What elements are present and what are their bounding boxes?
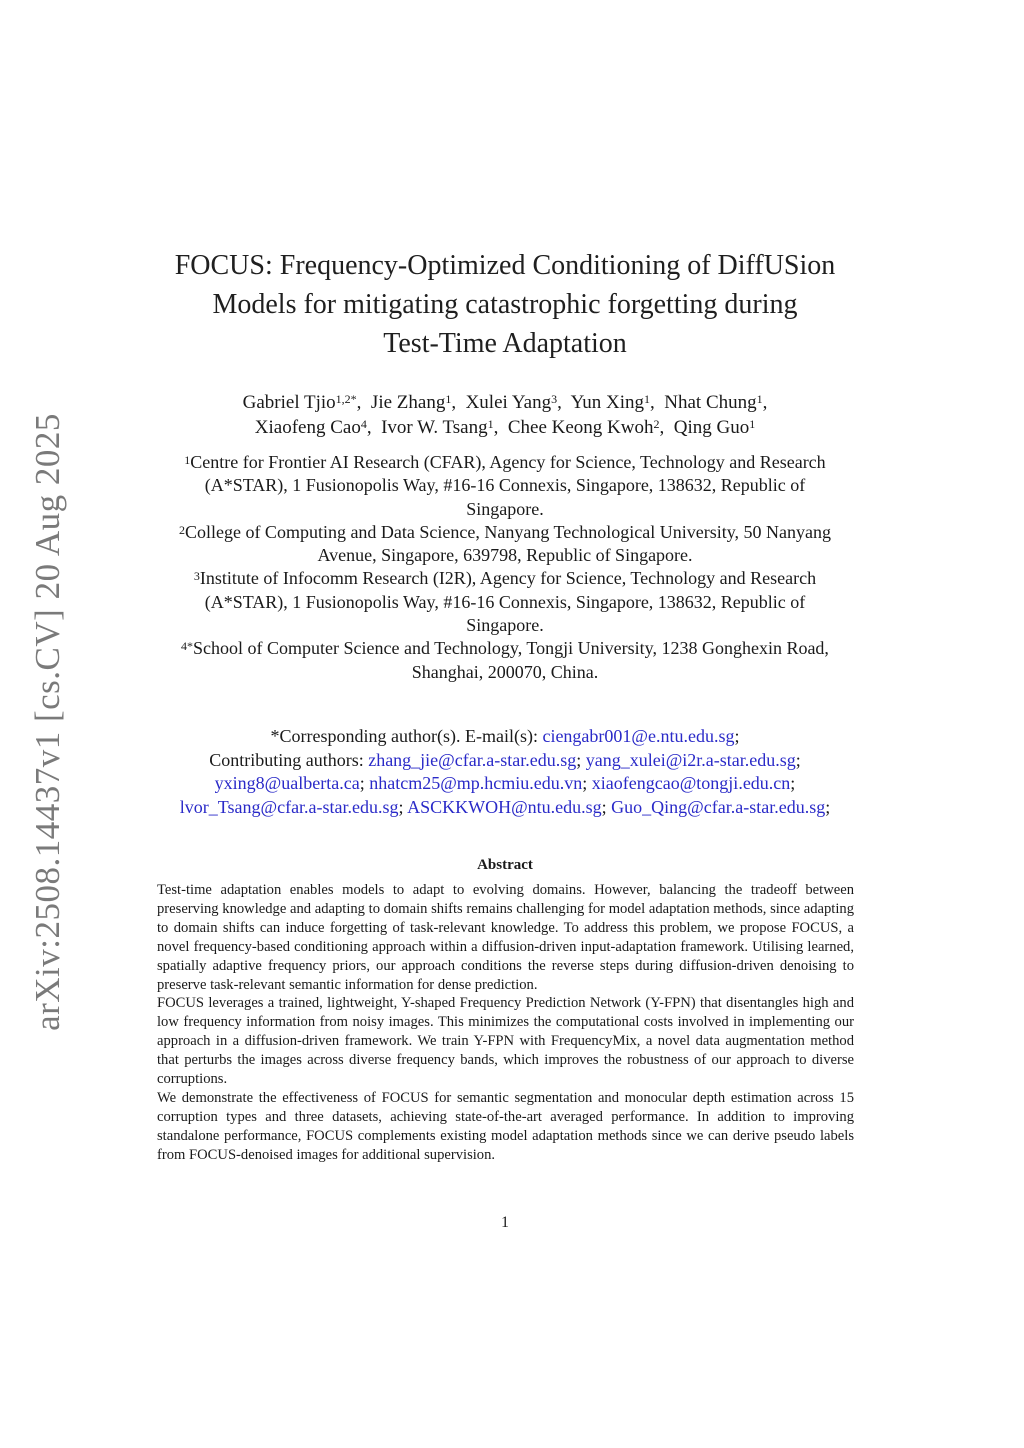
affiliation-line: (A*STAR), 1 Fusionopolis Way, #16-16 Connexis, Singapore, 138632, Republic of xyxy=(204,591,806,612)
correspondence-block xyxy=(130,725,880,819)
author: Jie Zhang$^1$ xyxy=(370,392,452,413)
contributing-authors-line: lvor_Tsang@cfar.a-star.edu.sg; ASCKKWOH@ntu.edu.sg; Guo_Qing@cfar.a-star.edu.sg; xyxy=(179,796,831,817)
author: Ivor W. Tsang$^1$ xyxy=(381,417,494,438)
title-line: Test-Time Adaptation xyxy=(383,328,627,359)
paper-title xyxy=(130,246,880,363)
author-line: Gabriel Tjio$^{1,2*}$, Jie Zhang$^1$, Xulei Yang$^3$, Yun Xing$^1$, Nhat Chung$^1$, xyxy=(242,392,768,413)
email-link[interactable]: yang_xulei@i2r.a-star.edu.sg xyxy=(585,749,796,770)
email-link[interactable]: xiaofengcao@tongji.edu.cn xyxy=(591,773,791,793)
affiliation-line: Singapore. xyxy=(466,498,544,519)
affiliation-line: Shanghai, 200070, China. xyxy=(411,661,599,682)
title-line: Models for mitigating catastrophic forgetting during xyxy=(212,289,798,320)
affiliation-line: $^1$Centre for Frontier AI Research (CFAR), Agency for Science, Technology and Research xyxy=(184,452,826,472)
author: Xiaofeng Cao$^4$ xyxy=(254,417,367,438)
abstract-paragraph: We demonstrate the effectiveness of FOCUS for semantic segmentation and monocular depth estimation across 15 corruption types and three datasets, achieving state-of-the-art averaged performance. In addition to improving standalone performance, FOCUS complements existing model adaptation methods since we can derive pseudo labels from FOCUS-denoised images for additional supervision. xyxy=(157,1089,854,1163)
email-link[interactable]: ASCKKWOH@ntu.edu.sg xyxy=(407,796,602,817)
affiliation-line: Avenue, Singapore, 639798, Republic of Singapore. xyxy=(317,545,693,566)
affiliation-line: (A*STAR), 1 Fusionopolis Way, #16-16 Connexis, Singapore, 138632, Republic of xyxy=(204,475,806,496)
arxiv-identifier-stamp: arXiv:2508.14437v1 [cs.CV] 20 Aug 2025 xyxy=(28,413,67,1031)
author: Gabriel Tjio$^{1,2*}$ xyxy=(242,392,357,413)
corresponding-author-line: *Corresponding author(s). E-mail(s): ciengabr001@e.ntu.edu.sg; xyxy=(270,726,740,746)
affiliation-line: $^3$Institute of Infocomm Research (I2R), Agency for Science, Technology and Research xyxy=(193,568,817,589)
email-link[interactable]: lvor_Tsang@cfar.a-star.edu.sg xyxy=(179,796,399,817)
abstract-body xyxy=(157,881,854,1165)
email-link[interactable]: zhang_jie@cfar.a-star.edu.sg xyxy=(368,749,577,770)
author-list xyxy=(130,390,880,440)
email-link[interactable]: yxing8@ualberta.ca xyxy=(214,773,360,793)
affiliation-line: $^2$College of Computing and Data Science, Nanyang Technological University, 50 Nanyang xyxy=(178,521,832,542)
author: Nhat Chung$^1$ xyxy=(664,392,763,413)
email-link[interactable]: Guo_Qing@cfar.a-star.edu.sg xyxy=(611,796,826,817)
author: Xulei Yang$^3$ xyxy=(465,392,558,413)
page-number: 1 xyxy=(501,1214,509,1231)
abstract-paragraph: FOCUS leverages a trained, lightweight, Y-shaped Frequency Prediction Network (Y-FPN) that disentangles high and low frequency information from noisy images. This minimizes the computational costs involved in implementing our approach in a diffusion-driven framework. We train Y-FPN with FrequencyMix, a novel data augmentation method that perturbs the images across diverse frequency bands, which improves the robustness of our approach to diverse corruptions. xyxy=(157,995,854,1088)
contributing-authors-line: yxing8@ualberta.ca; nhatcm25@mp.hcmiu.edu.vn; xiaofengcao@tongji.edu.cn; xyxy=(214,773,796,793)
contributing-authors-line: Contributing authors: zhang_jie@cfar.a-star.edu.sg; yang_xulei@i2r.a-star.edu.sg; xyxy=(209,749,801,770)
affiliation-line: $^{4*}$School of Computer Science and Technology, Tongji University, 1238 Gonghexin Road, xyxy=(181,638,829,659)
author: Chee Keong Kwoh$^2$ xyxy=(507,417,660,438)
author: Yun Xing$^1$ xyxy=(570,392,651,413)
author-line: Xiaofeng Cao$^4$, Ivor W. Tsang$^1$, Chee Keong Kwoh$^2$, Qing Guo$^1$ xyxy=(254,417,756,438)
author: Qing Guo$^1$ xyxy=(673,417,756,438)
title-line: FOCUS: Frequency-Optimized Conditioning of DiffUSion xyxy=(174,250,836,281)
abstract-heading: Abstract xyxy=(477,857,533,873)
affiliation-line: Singapore. xyxy=(466,615,544,636)
affiliation-list xyxy=(130,451,880,684)
abstract-paragraph: Test-time adaptation enables models to adapt to evolving domains. However, balancing the tradeoff between preserving knowledge and adapting to domain shifts remains challenging for model adaptation methods, since adapting to domain shifts can induce forgetting of task-relevant knowledge. To address this problem, we propose FOCUS, a novel frequency-based conditioning approach within a diffusion-driven input-adaptation framework. Utilising learned, spatially adaptive frequency priors, our approach conditions the reverse steps during diffusion-driven denoising to preserve task-relevant semantic information for dense prediction. xyxy=(157,882,854,993)
email-link[interactable]: ciengabr001@e.ntu.edu.sg xyxy=(542,726,735,746)
email-link[interactable]: nhatcm25@mp.hcmiu.edu.vn xyxy=(369,773,583,793)
